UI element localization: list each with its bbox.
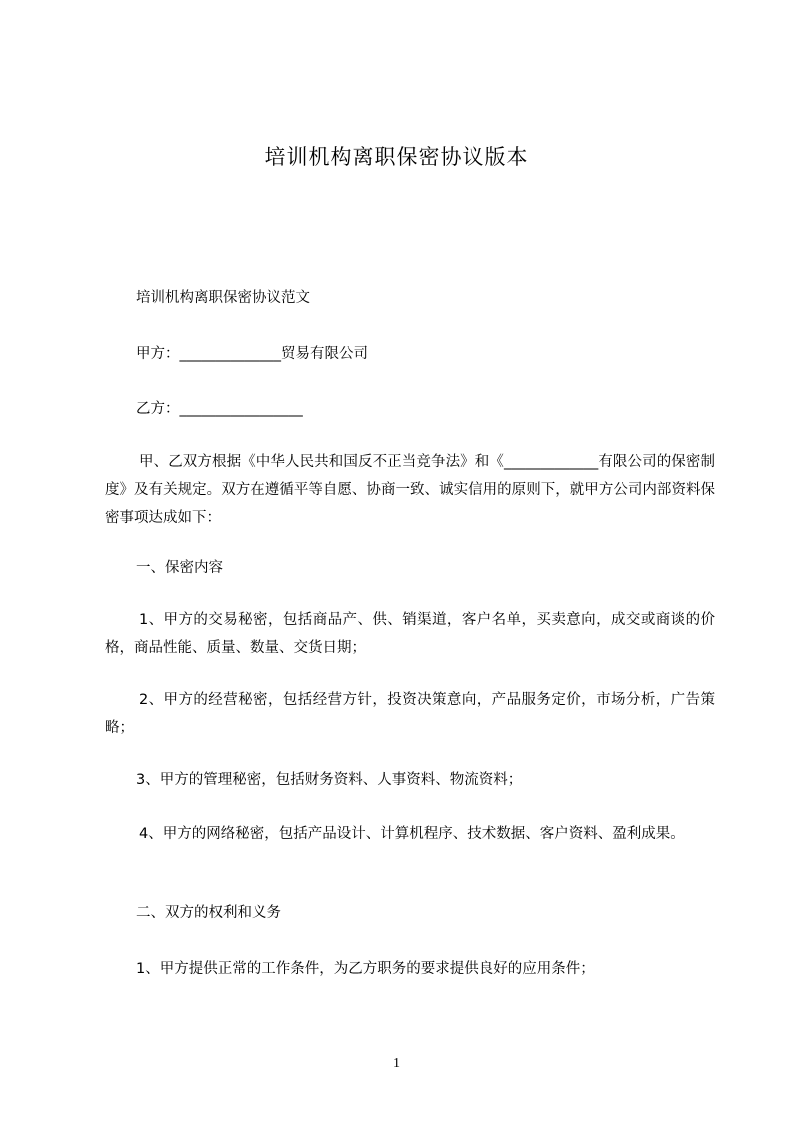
section2-item-1: 1、甲方提供正常的工作条件，为乙方职务的要求提供良好的应用条件； bbox=[136, 961, 595, 977]
section1-item-4: 4、甲方的网络秘密，包括产品设计、计算机程序、技术数据、客户资料、盈利成果。 bbox=[139, 826, 685, 842]
section1-item-3: 3、甲方的管理秘密，包括财务资料、人事资料、物流资料； bbox=[136, 772, 523, 788]
intro-paragraph bbox=[105, 448, 715, 532]
party-a-blank: ______________ bbox=[179, 346, 281, 362]
document-title: 培训机构离职保密协议版本 bbox=[264, 145, 529, 169]
section2-heading: 二、双方的权利和义务 bbox=[136, 905, 281, 921]
section1-item-2: 2、甲方的经营秘密，包括经营方针，投资决策意向，产品服务定价，市场分析，广告策略； bbox=[105, 692, 715, 736]
party-a-label: 甲方： bbox=[136, 346, 180, 362]
section1-item-1: 1、甲方的交易秘密，包括商品产、供、销渠道，客户名单，买卖意向，成交或商谈的价格，商品性能、质量、数量、交货日期； bbox=[105, 612, 715, 656]
intro-part1: 甲、乙双方根据《中华人民共和国反不正当竞争法》和《 bbox=[139, 454, 504, 470]
page-number: 1 bbox=[393, 1056, 400, 1071]
party-a-line bbox=[136, 344, 368, 364]
intro-blank: _____________ bbox=[503, 454, 599, 470]
party-b-blank: _________________ bbox=[179, 401, 303, 417]
party-b-line bbox=[136, 399, 303, 419]
document-subtitle: 培训机构离职保密协议范文 bbox=[136, 290, 310, 306]
intro-part2: 有限公司的保密制度》及有关规定。双方在遵循平等自愿、协商一致、诚实信用的原则下，就甲方公司内部资料保密事项达成如下： bbox=[105, 454, 716, 526]
party-b-label: 乙方： bbox=[136, 401, 180, 417]
party-a-suffix: 贸易有限公司 bbox=[281, 346, 368, 362]
section1-heading: 一、保密内容 bbox=[136, 560, 223, 576]
